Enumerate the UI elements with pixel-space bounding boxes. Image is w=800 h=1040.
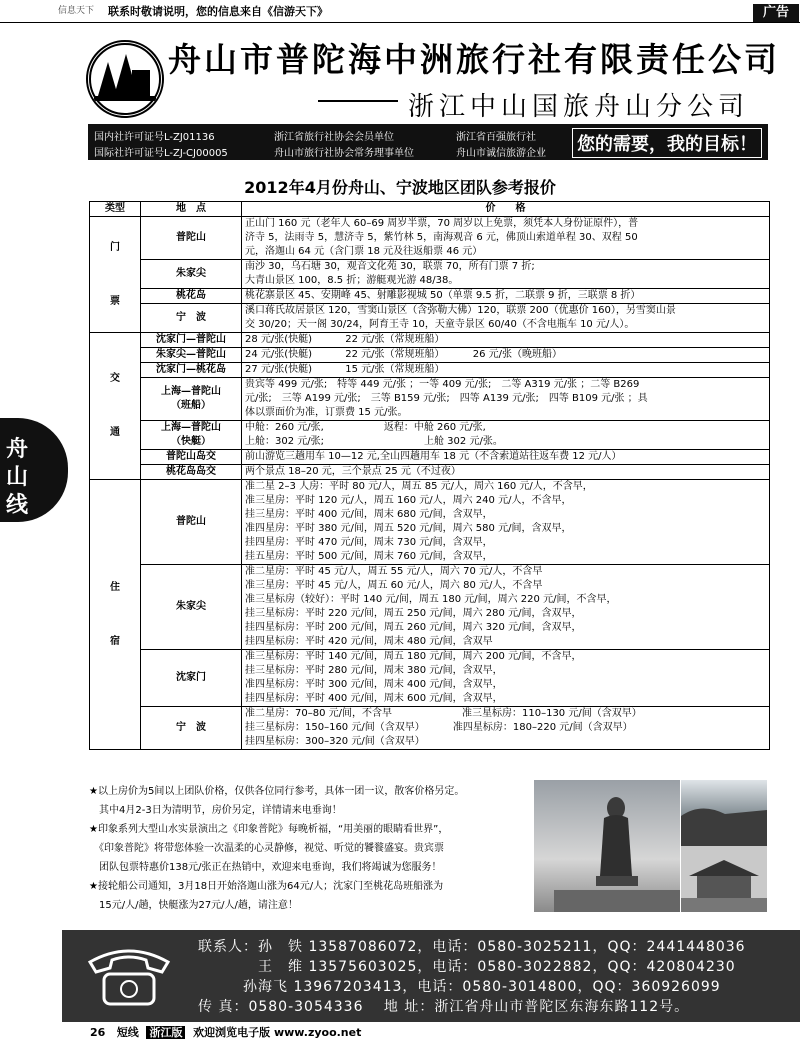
row-location: 上海—普陀山 （快艇）: [141, 421, 242, 450]
price-line: 准二星房：70–80 元/间，不含早 准三星标房：110–130 元/间（含双早）: [245, 708, 642, 719]
row-price: [242, 450, 770, 465]
price-line: 溪口蒋氏故居景区 120，雪窦山景区（含弥勒大佛）120，联票 200（优惠价 160），另雪窦山景: [245, 305, 676, 316]
section-side-tab: [0, 418, 68, 522]
price-line: 两个景点 18–20 元，三个景点 25 元（不过夜）: [245, 466, 461, 477]
company-name: 舟山市普陀海中洲旅行社有限责任公司: [168, 40, 780, 79]
header-price: 价 格: [242, 202, 770, 217]
price-line: 27 元/张(快艇) 15 元/张（常规班船）: [245, 364, 445, 375]
row-price: [242, 260, 770, 289]
table-row: [90, 450, 770, 465]
note-line: 《印象普陀》将带您体验一次温柔的心灵静修，视觉、听觉的饕餮盛宴。贵宾票: [89, 843, 444, 854]
price-line: 准四星标房：平时 300 元/间，周末 400 元/间，含双早，: [245, 679, 503, 690]
edition-tag: 浙江版: [146, 1026, 185, 1039]
contact-panel: [62, 930, 800, 1022]
header-type: 类型: [90, 202, 141, 217]
table-header-row: [90, 202, 770, 217]
row-location: 朱家尖: [141, 565, 242, 650]
price-line: 挂五星房：平时 500 元/间，周末 760 元/间，含双早，: [245, 551, 493, 562]
row-location: 普陀山岛交: [141, 450, 242, 465]
row-price: [242, 565, 770, 650]
row-category: [90, 480, 141, 750]
row-price: [242, 707, 770, 750]
branch-name: 浙江中山国旅舟山分公司: [408, 92, 750, 122]
price-line: 挂三星标房：平时 280 元/间，周末 380 元/间，含双早，: [245, 665, 503, 676]
table-row: [90, 304, 770, 333]
price-line: 28 元/张(快艇) 22 元/张（常规班船）: [245, 334, 445, 345]
row-category: [90, 217, 141, 333]
row-location: 上海—普陀山 （班船）: [141, 378, 242, 421]
price-line: 准二星房：平时 45 元/人，周五 55 元/人，周六 70 元/人，不含早: [245, 566, 543, 577]
price-line: 挂四星标房：300–320 元/间（含双早）: [245, 736, 425, 747]
telephone-icon: [84, 944, 174, 1008]
row-location: 沈家门—普陀山: [141, 333, 242, 348]
price-line: 交 30/20；天一阁 30/24，阿育王寺 10，天童寺景区 60/40（不含电瓶车 10 元/人）。: [245, 319, 635, 330]
price-line: 准四星房：平时 380 元/间，周五 520 元/间，周六 580 元/间，含双早，: [245, 523, 572, 534]
section-name: 短线: [116, 1026, 139, 1039]
category-char: 交: [110, 373, 120, 384]
price-line: 中舱：260 元/张, 返程：中舱 260 元/张,: [245, 422, 486, 433]
license-bar: [88, 124, 768, 160]
price-line: 准二星 2–3 人房：平时 80 元/人，周五 85 元/人，周六 160 元/人，不含早，: [245, 481, 593, 492]
table-row: [90, 348, 770, 363]
price-line: 挂三星标房：150–160 元/间（含双早） 准四星标房：180–220 元/间（含双早）: [245, 722, 633, 733]
row-price: [242, 421, 770, 450]
row-price: [242, 480, 770, 565]
header-location: 地 点: [141, 202, 242, 217]
building-logo-icon: [88, 42, 162, 116]
note-line: ★以上房价为5间以上团队价格，仅供各位同行参考，具体一团一议，散客价格另定。: [89, 786, 465, 797]
price-line: 上舱：302 元/张; 上舱 302 元/张。: [245, 436, 503, 447]
price-line: 体以票面价为准，订票费 15 元/张。: [245, 407, 408, 418]
price-line: 元/张; 三等 A199 元/张; 三等 B159 元/张; 四等 A139 元/张; 四等 B109 元/张 ；具: [245, 393, 648, 404]
company-logo: [86, 40, 164, 118]
side-tab-char: 山: [6, 464, 29, 490]
price-line: 济寺 5，法雨寺 5，慧济寺 5，紫竹林 5，南海观音 6 元，佛顶山索道单程 30、双程 50: [245, 232, 638, 243]
price-line: 元，洛迦山 64 元（含门票 18 元及往返船票 46 元）: [245, 246, 483, 257]
row-location: 桃花岛岛交: [141, 465, 242, 480]
row-location: 桃花岛: [141, 289, 242, 304]
row-location: 朱家尖—普陀山: [141, 348, 242, 363]
table-title: 2012年4月份舟山、宁波地区团队参考报价: [244, 178, 556, 197]
row-price: [242, 378, 770, 421]
price-line: 挂四星标房：平时 420 元/间，周末 480 元/间，含双早: [245, 636, 493, 647]
contact-line: 孙海飞 13967203413，电话：0580-3014800，QQ：360926099: [198, 979, 721, 995]
row-price: [242, 289, 770, 304]
slogan: 您的需要，我的目标！: [572, 128, 762, 158]
license-text: 浙江省百强旅行社: [456, 132, 536, 143]
row-location: 普陀山: [141, 480, 242, 565]
top-bar: [0, 0, 800, 23]
top-notice: 联系时敬请说明，您的信息来自《信游天下》: [108, 5, 328, 18]
category-char: 宿: [110, 635, 120, 647]
license-text: 舟山市旅行社协会常务理事单位: [274, 148, 414, 159]
row-category: [90, 333, 141, 480]
row-location: 宁 波: [141, 304, 242, 333]
note-line: 15元/人/趟，快艇涨为27元/人/趟，请注意！: [89, 900, 298, 911]
price-line: 贵宾等 499 元/张; 特等 449 元/张 ；一等 409 元/张; 二等 A319 元/张 ；二等 B269: [245, 379, 640, 390]
price-line: 挂三星房：平时 400 元/间，周末 680 元/间，含双早，: [245, 509, 493, 520]
ad-tag: 广告: [753, 4, 799, 22]
note-line: 其中4月2-3日为清明节，房价另定，详情请来电垂询！: [89, 805, 342, 816]
note-line: ★接轮船公司通知，3月18日开始洛迦山涨为64元/人；沈家门至桃花岛班船涨为: [89, 881, 444, 892]
row-price: [242, 333, 770, 348]
table-row: [90, 378, 770, 421]
price-line: 准三星标房（较好）：平时 140 元/间，周五 180 元/间，周六 220 元/间，不含早，: [245, 594, 617, 605]
row-price: [242, 348, 770, 363]
price-line: 挂四星房：平时 470 元/间，周末 730 元/间，含双早，: [245, 537, 493, 548]
price-line: 南沙 30，乌石塘 30，观音文化苑 30，联票 70，所有门票 7 折;: [245, 261, 535, 272]
coast-photo: [681, 780, 767, 846]
table-row: [90, 480, 770, 565]
price-line: 挂四星标房：平时 400 元/间，周末 600 元/间，含双早，: [245, 693, 503, 704]
branch-divider: [318, 100, 398, 102]
footer-text: 欢迎浏览电子版 www.zyoo.net: [193, 1026, 362, 1039]
page-number: 26: [90, 1026, 106, 1039]
row-price: [242, 650, 770, 707]
price-line: 24 元/张(快艇) 22 元/张（常规班船） 26 元/张（晚班船）: [245, 349, 562, 360]
table-row: [90, 421, 770, 450]
category-char: 票: [110, 295, 120, 307]
row-location: 宁 波: [141, 707, 242, 750]
contact-line: 传 真：0580-3054336 地 址：浙江省舟山市普陀区东海东路112号。: [198, 999, 690, 1015]
price-line: 桃花寨景区 45、安期峰 45、射雕影视城 50（单票 9.5 折，二联票 9 折，三联票 8 折）: [245, 290, 641, 301]
price-line: 准三星房：平时 120 元/人，周五 160 元/人，周六 240 元/人，不含早，: [245, 495, 572, 506]
row-price: [242, 217, 770, 260]
side-tab-char: 线: [6, 492, 29, 518]
mini-logo: 信息天下: [58, 6, 95, 16]
page-footer: [90, 1024, 361, 1040]
category-char: 住: [110, 581, 120, 593]
table-row: [90, 363, 770, 378]
guanyin-statue-photo: [534, 780, 680, 912]
notes-block: [89, 782, 529, 915]
table-row: [90, 217, 770, 260]
table-row: [90, 333, 770, 348]
price-line: 大青山景区 100，8.5 折；游艇观光游 48/38。: [245, 275, 459, 286]
category-char: 门: [110, 241, 120, 253]
row-location: 沈家门: [141, 650, 242, 707]
table-row: [90, 707, 770, 750]
row-price: [242, 363, 770, 378]
license-text: 舟山市诚信旅游企业: [456, 148, 546, 159]
table-row: [90, 289, 770, 304]
price-line: 准三星标房：平时 140 元/间，周五 180 元/间，周六 200 元/间，不含早，: [245, 651, 582, 662]
table-row: [90, 565, 770, 650]
side-tab-char: 舟: [6, 436, 29, 462]
note-line: 团队包票特惠价138元/张正在热销中，欢迎来电垂询，我们将竭诚为您服务！: [89, 862, 442, 873]
price-line: 正山门 160 元（老年人 60–69 周岁半票，70 周岁以上免票，须凭本人身份证原件），普: [245, 218, 639, 229]
note-line: ★印象系列大型山水实景演出之《印象普陀》每晚析福，“用美丽的眼睛看世界”，: [89, 824, 449, 835]
row-price: [242, 304, 770, 333]
row-price: [242, 465, 770, 480]
row-location: 朱家尖: [141, 260, 242, 289]
row-location: 沈家门—桃花岛: [141, 363, 242, 378]
price-table: [89, 201, 770, 750]
license-text: 国际社许可证号L-ZJ-CJ00005: [94, 148, 228, 159]
category-char: 通: [110, 427, 120, 438]
price-line: 准三星房：平时 45 元/人，周五 60 元/人，周六 80 元/人，不含早: [245, 580, 543, 591]
table-row: [90, 260, 770, 289]
price-line: 挂三星标房：平时 220 元/间，周五 250 元/间，周六 280 元/间，含双早，: [245, 608, 582, 619]
price-line: 前山游览三趟用车 10—12 元,全山四趟用车 18 元（不含索道站往返车费 12 元/人）: [245, 451, 622, 462]
contact-line: 联系人：孙 铁 13587086072，电话：0580-3025211，QQ：2441448036: [198, 939, 746, 955]
temple-photo: [681, 846, 767, 912]
table-row: [90, 465, 770, 480]
license-text: 浙江省旅行社协会会员单位: [274, 132, 394, 143]
contact-line: 王 维 13575603025，电话：0580-3022882，QQ：420804230: [198, 959, 736, 975]
row-location: 普陀山: [141, 217, 242, 260]
license-text: 国内社许可证号L-ZJ01136: [94, 132, 215, 143]
table-row: [90, 650, 770, 707]
price-line: 挂四星标房：平时 200 元/间，周五 260 元/间，周六 320 元/间，含双早，: [245, 622, 582, 633]
